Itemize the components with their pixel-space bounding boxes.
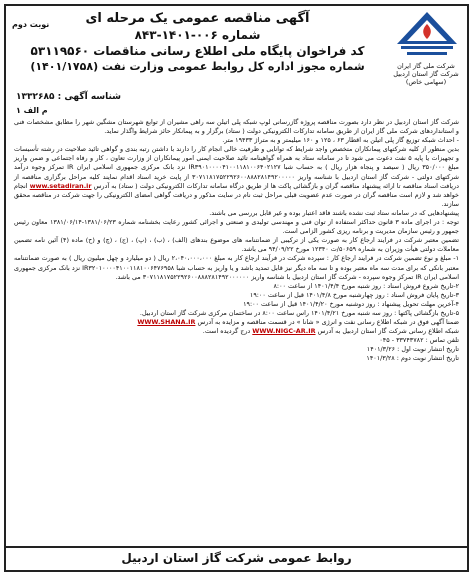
footer-label: روابط عمومی شرکت گاز استان اردبیل <box>121 551 352 565</box>
second-publication-date: تاریخ انتشار نوبت دوم : ۱۴۰۱/۳/۲۸ <box>366 353 459 362</box>
conditions-text: بدین منظور از کلیه شرکتهای پیمانکاران متخصص واجد شرایط که توانایی و ظرفیت خالی انجام کار را دارند با داشتن رتبه بندی و گواهی تائید صلاحیت در رشته تأسیسات و تجهیزات یا پایه ۵ نفت دعوت می شود تا در سامانه ستاد به همراه گواهینامه تائید صلاحیت ایمنی امور پیمانکاران از وزارت تعاون ، کار و رفاه اجتماعی و ضمن واریز مبلغ ۳۵۰/۰۰۰ ریال ( سیصد و پنجاه هزار ریال ) به حساب شبا IR۳۹۰۱۰۰۰۰۴۱۰۰۱۱۸۱۰۰۶۴۰۲۱۲۷ نزد بانک مرکزی جمهوری اسلامی ایران IR تمرکز وجوه درآمد شرکتهای دولتی - شرکت گاز استان اردبیل با شناسه واریز ۳۰۷۱۱۸۱۷۵۲۲۹۲۶۰۰۸۸۸۲۸۱۴۹۲۰۰۰۰۰ از پایت خرید اسناد اقدام نمایند کلیه مراحل برگزاری مناقصه از دریافت اسناد مناقصه تا ارائه پیشنهاد مناقصه گران و بازگشائی پاکت ها از طریق درگاه سامانه تدارکات الکترونیکی دولت ( ستاد) به آدرس <box>14 145 460 190</box>
title-line-2: شماره ۰۰۶-۱۴۰۱-۸۴۳ <box>134 28 261 42</box>
paragraph-deposit: ۱- مبلغ و نوع تضمین شرکت در فرایند ارجاع کار : سپرده شرکت در فرآیند ارجاع کار به مبلغ ۲،۰۴۰،۰۰۰،۰۰۰ ریال ( دو میلیارد و چهل میلیون ریال ) به صورت ضمانتنامه معتبر بانکی که برای مدت سه ماه معتبر بوده و تا سه ماه دیگر نیز قابل تمدید باشد و یا واریز به حساب شبا IR۳۲۰۱۰۰۰۰۴۱۰۰۱۱۸۱۰۰۶۴۷۶۹۵۸ نزد بانک مرکزی جمهوری اسلامی ایران IR تمرکز وجوه سپرده - شرکت گاز استان اردبیل با شناسه واریز ۳۰۷۱۱۸۱۷۵۲۲۹۲۶۰۰۸۸۸۲۸۱۴۹۲۰۰۰۰۰۰ می باشد. <box>14 254 459 281</box>
paragraph-guarantee: تضمین معتبر شرکت در فرایند ارجاع کار به صورت یکی از ترکیبی از ضمانتنامه های موضوع بندهای (الف) ، (ب) ، (پ) ، (ج) ، (چ) و (ح) ماده (۴) آئین نامه تضمین معاملات دولتی هیأت وزیران به شماره ۵۰۶۵۹/ت ۱۲۳۴۰ مورخ ۹۴/۰۹/۲۲ می باشد. <box>14 236 459 254</box>
dates-section <box>6 282 467 363</box>
id-row <box>6 92 467 106</box>
paragraph-conditions <box>14 145 459 209</box>
date-sale-start: ۲-تاریخ شروع فروش اسناد : روز شنبه مورخ ۱۴۰۱/۴/۴ از ساعت ۸:۰۰ <box>273 281 459 290</box>
madeh-row <box>6 106 467 116</box>
company-line-1: شرکت ملی گاز ایران <box>397 62 455 70</box>
nigc-text-2: درج گردیده است. <box>202 326 251 335</box>
paragraph-intro: شرکت گاز استان اردبیل در نظر دارد بصورت مناقصه پروژه گازرسانی لوپ شبکه پلی اتیلن سه راهی مشیران از توابع شهرستان مشگین شهر را مطابق مشخصات فنی و استانداردهای شرکت ملی گاز ایران از طریق سامانه تدارکات الکترونیکی دولت ( ستاد) برگزار و به پیمانکار حائز شرایط واگذار نماید. <box>14 118 459 136</box>
conditions-text-2: انجام خواهد شد و لازم است مناقصه گران در صورت عدم عضویت قبلی مراحل ثبت نام در سایت مذکور و دریافت گواهی امضای الکترونیکی را جهت شرکت در مناقصه محقق سازند. <box>14 181 459 208</box>
title-line-1: آگهی مناقصه عمومی یک مرحله ای <box>85 11 310 26</box>
gas-company-logo-icon <box>395 10 459 60</box>
phone-number: تلفن تماس : ۳۳۷۴۳۷۸۲ - ۰۴۵ <box>379 335 459 344</box>
title-line-4: شماره مجوز اداره کل روابط عمومی وزارت نفت (۱۴۰۱/۱۷۵۸) <box>30 60 365 73</box>
date-opening: ۵-تاریخ بازگشائی پاکتها : روز سه شنبه مورخ ۱۴۰۱/۴/۲۱ راس ساعت ۸:۰۰ در ساختمان مرکزی شرکت گاز استان اردبیل. <box>139 308 459 317</box>
shana-link[interactable]: WWW.SHANA.IR <box>137 317 196 326</box>
date-sale-end: ۳-تاریخ پایان فروش اسناد : روز چهارشنبه مورخ ۱۴۰۱/۴/۸ قبل از ساعت ۱۹:۰۰ <box>249 290 459 299</box>
company-name <box>387 62 465 86</box>
notice-header <box>6 6 467 92</box>
title-line-3: کد فراخوان پایگاه ملی اطلاع رسانی مناقصات ۵۳۱۱۹۵۶۰ <box>30 44 365 58</box>
nigc-text: شبکه اطلاع رسانی شرکت گاز استان اردبیل به آدرس <box>317 326 459 335</box>
shana-text: ضمنا آگهی فوق در شبکه اطلاع رسانی نفت و انرژی « شانا » در قسمت مناقصه و مزایده به آدرس <box>197 317 459 326</box>
notice-id: شناسه آگهی : ۱۳۳۲۶۸۵ <box>16 92 122 102</box>
notice-footer <box>6 546 467 570</box>
publication-round: نوبت دوم <box>12 20 50 29</box>
first-publication-date: تاریخ انتشار نوبت اول : ۱۴۰۱/۳/۲۶ <box>366 344 459 353</box>
date-submission-deadline: ۴-آخرین مهلت تحویل پیشنهاد : روز دوشنبه مورخ ۱۴۰۱/۴/۲۰ قبل از ساعت ۱۹:۰۰ <box>243 299 459 308</box>
nigc-line <box>14 327 459 336</box>
company-line-2: شرکت گاز استان اردبیل <box>393 70 459 78</box>
madeh-label: م الف ۱ <box>16 106 48 115</box>
tender-notice <box>4 4 469 572</box>
paragraph-note: توجه : در اجرای ماده ۳ قانون حداکثر استفاده از توان فنی و مهندسی تولیدی و صنعتی و اجرائی کشور رعایت بخشنامه شماره ۱۳۸۱/۰۶/۲۳-۱۳۸۱/۰۶/۱۴ معاون رئیس جمهور و رئیس سازمان مدیریت و برنامه ریزی کشور الزامی است. <box>14 218 459 236</box>
notice-body <box>6 116 467 282</box>
company-line-3: (سهامی خاص) <box>405 78 447 86</box>
paragraph-scope: - احداث شبکه توزیع گاز پلی اتیلن به اقطار ۶۳ ، ۱۲۵ و ۱۶۰ میلیمتر و به متراژ ۱۹۴۳۳ متر. <box>222 136 459 145</box>
setadiran-link[interactable]: www.setadiran.ir <box>29 181 92 190</box>
paragraph-validity: پیشنهادهایی که در سامانه ستاد ثبت نشده باشند فاقد اعتبار بوده و غیر قابل بررسی می باشند. <box>209 208 459 217</box>
shana-line <box>14 318 459 327</box>
nigc-link[interactable]: WWW.NIGC-AR.IR <box>252 326 316 335</box>
notice-title <box>14 10 381 74</box>
